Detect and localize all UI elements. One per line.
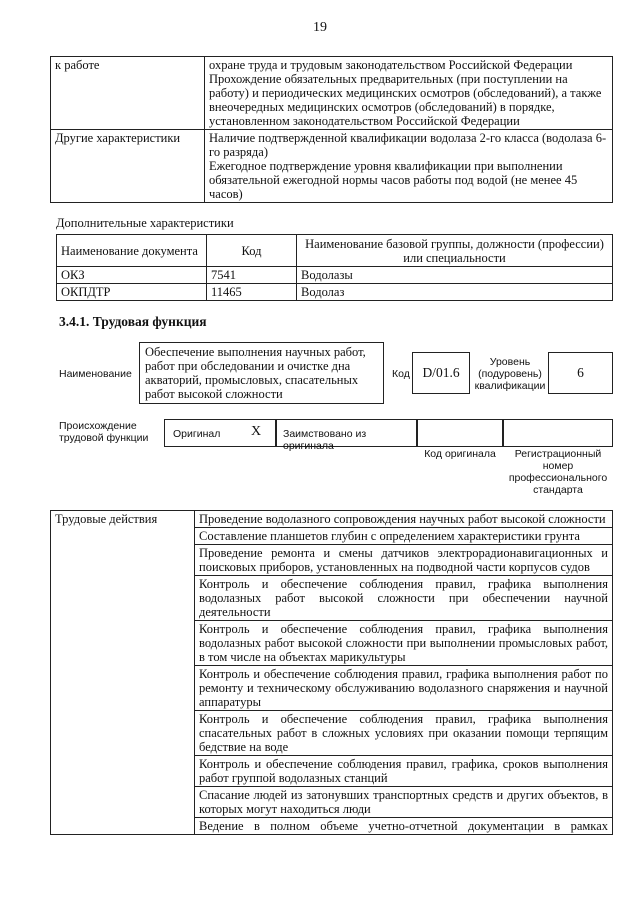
- original-mark: X: [251, 424, 262, 439]
- row-value: [205, 57, 613, 130]
- function-name-box: [139, 342, 384, 404]
- action-item: Составление планшетов глубин с определением характеристики грунта: [195, 528, 613, 545]
- qualification-table: [50, 56, 613, 203]
- actions-label: Трудовые действия: [51, 511, 195, 835]
- row-line: охране труда и трудовым законодательством Российской Федерации: [209, 58, 573, 72]
- level-label: Уровень (подуровень) квалификации: [474, 356, 546, 392]
- action-item: Ведение в полном объеме учетно-отчетной документации в рамках: [195, 818, 613, 835]
- reg-number-label: Регистрационный номер профессионального стандарта: [508, 448, 608, 496]
- cell-code: 7541: [207, 267, 297, 284]
- header-group-name: Наименование базовой группы, должности (профессии) или специальности: [297, 235, 613, 267]
- cell-code: 11465: [207, 284, 297, 301]
- function-name: Обеспечение выполнения научных работ, работ при обследовании и очистке дна акваторий, промысловых, спасательных работ высокой сложности: [145, 345, 366, 401]
- original-box: [164, 419, 276, 447]
- borrowed-box: [276, 419, 417, 452]
- header-code: Код: [207, 235, 297, 267]
- level-value-box: [548, 352, 613, 394]
- code-original-label: Код оригинала: [424, 448, 496, 460]
- table-row: [51, 57, 613, 130]
- action-item: Проведение водолазного сопровождения научных работ высокой сложности: [195, 511, 613, 528]
- action-item: Спасание людей из затонувших транспортных средств и других объектов, в которых могут находиться люди: [195, 787, 613, 818]
- original-label: Оригинал: [173, 428, 221, 440]
- row-label: Другие характеристики: [51, 130, 205, 203]
- action-item: Контроль и обеспечение соблюдения правил, графика выполнения водолазных работ высокой сложности при выполнении промысловых работ, в том числе на объектах марикультуры: [195, 621, 613, 666]
- action-item: Контроль и обеспечение соблюдения правил, графика, сроков выполнения работ группой водолазных станций: [195, 756, 613, 787]
- function-code: D/01.6: [422, 365, 460, 380]
- code-original-box: [417, 419, 503, 447]
- reg-number-box: [503, 419, 613, 447]
- action-item: Проведение ремонта и смены датчиков электрорадионавигационных и поисковых приборов, установленных на подводной части корпусов судов: [195, 545, 613, 576]
- cell-doc: ОКЗ: [57, 267, 207, 284]
- section-title: 3.4.1. Трудовая функция: [59, 314, 207, 329]
- action-item: Контроль и обеспечение соблюдения правил, графика выполнения спасательных работ в сложных условиях при оказании помощи терпящим бедствие на воде: [195, 711, 613, 756]
- cell-doc: ОКПДТР: [57, 284, 207, 301]
- row-line: Ежегодное подтверждение уровня квалификации при выполнении обязательной ежегодной нормы часов работы под водой (не менее 45 часов): [209, 159, 578, 201]
- borrowed-label: Заимствовано из оригинала: [283, 428, 367, 452]
- page-number: 19: [313, 20, 327, 35]
- table-row: [51, 511, 613, 528]
- name-label: Наименование: [59, 368, 132, 380]
- table-row: [51, 130, 613, 203]
- cell-name: Водолаз: [297, 284, 613, 301]
- row-line: Наличие подтвержденной квалификации водолаза 2-го класса (водолаза 6-го разряда): [209, 131, 607, 159]
- row-line: Прохождение обязательных предварительных (при поступлении на работу) и периодических медицинских осмотров (обследований), а также внеочередных медицинских осмотров (обследований) в порядке, установленном законодательством Российской Федерации: [209, 72, 602, 128]
- origin-label: Происхождение трудовой функции: [59, 420, 149, 444]
- table-row: [57, 284, 613, 301]
- function-code-box: [412, 352, 470, 394]
- row-label: к работе: [51, 57, 205, 130]
- table-header-row: [57, 235, 613, 267]
- classifier-table: [56, 234, 613, 301]
- table-row: [57, 267, 613, 284]
- labor-actions-table: [50, 510, 613, 835]
- level-value: 6: [577, 365, 584, 380]
- code-label: Код: [392, 368, 410, 380]
- header-doc-name: Наименование документа: [57, 235, 207, 267]
- extra-characteristics-title: Дополнительные характеристики: [56, 216, 234, 230]
- row-value: [205, 130, 613, 203]
- action-item: Контроль и обеспечение соблюдения правил, графика выполнения водолазных работ высокой сложности при обеспечении научной деятельности: [195, 576, 613, 621]
- cell-name: Водолазы: [297, 267, 613, 284]
- action-item: Контроль и обеспечение соблюдения правил, графика выполнения работ по ремонту и техническому обслуживанию водолазного снаряжения и научной аппаратуры: [195, 666, 613, 711]
